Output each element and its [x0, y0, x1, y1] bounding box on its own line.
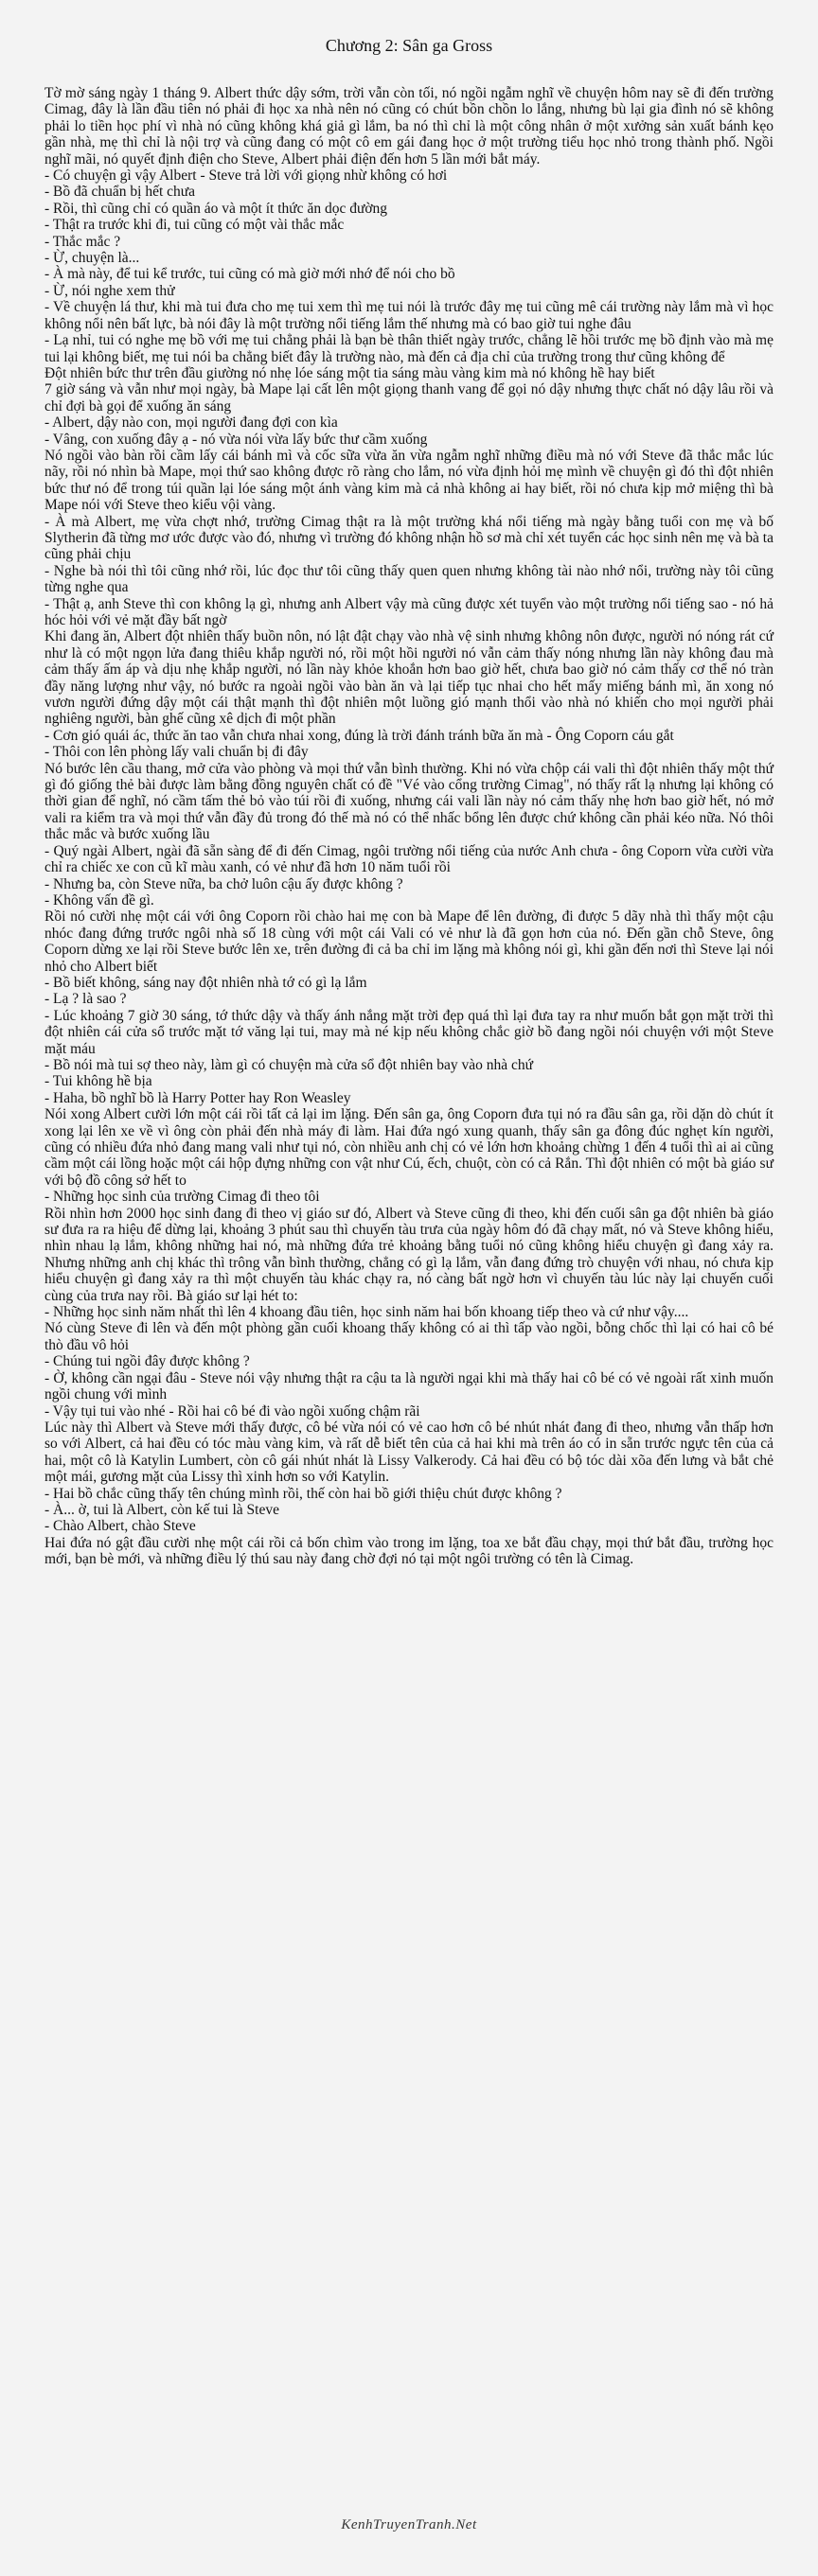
story-paragraph: Hai đứa nó gật đầu cười nhẹ một cái rồi cả bốn chìm vào trong im lặng, toa xe bắt đầu chạy, mọi thứ bắt đầu, trường học mới, bạn bè mới, và những điều lý thú sau này đang chờ đợi nó tại một ngôi trường có tên là Cimag. [44, 1534, 774, 1568]
story-paragraph: Nói xong Albert cười lớn một cái rồi tất cả lại im lặng. Đến sân ga, ông Coporn đưa tụi nó ra đầu sân ga, rồi dặn dò chút ít xong lại lên xe về vì ông còn phải đến nhà máy đi làm. Hai đứa ngó xung quanh, thấy sân ga đông đúc nghẹt kín người, cũng có nhiều đứa nhỏ đang mang vali như tụi nó, còn nhiều anh chị có vẻ lớn hơn khoảng chừng 1 đến 4 tuổi thì ai ai cũng cầm một cái lồng hoặc một cái hộp đựng những con vật như Cú, ếch, chuột, còn có cả Rắn. Thì đột nhiên có một bà giáo sư với bộ đồ công sở hết to [44, 1106, 774, 1189]
dialogue-line: - Vậy tụi tui vào nhé - Rồi hai cô bé đi vào ngồi xuống chậm rãi [44, 1403, 420, 1420]
dialogue-line: - À... ờ, tui là Albert, còn kế tui là Steve [44, 1501, 279, 1518]
dialogue-line: - Vâng, con xuống đây ạ - nó vừa nói vừa lấy bức thư cầm xuống [44, 431, 428, 448]
story-paragraph: Rồi nhìn hơn 2000 học sinh đang đi theo vị giáo sư đó, Albert và Steve cũng đi theo, khi đến cuối sân ga đột nhiên bà giáo sư đưa ra ra hiệu để dừng lại, khoảng 3 phút sau thì chuyến tàu trưa của ngày hôm đó đã chạy mất, nó và Steve không hiểu, nhìn nhau lạ lắm, không những hai nó, mà những đứa trẻ khoảng bằng tuổi nó cũng không hiểu chuyện gì đang xảy ra. Nhưng những anh chị khác thì trông vẫn bình thường, chẳng có gì lạ lắm, vẫn đang đứng trò chuyện với nhau, nó chưa kịp hiểu chuyện gì đang xảy ra thì một chuyến tàu khác chạy ra, nó càng bất ngờ hơn vì chuyến tàu lúc này lại chuyến cuối cùng của trưa nay rồi. Bà giáo sư lại hét to: [44, 1205, 774, 1304]
dialogue-line: - Quý ngài Albert, ngài đã sẵn sàng để đi đến Cimag, ngôi trường nổi tiếng của nước Anh chưa - ông Coporn vừa cười vừa chỉ ra chiếc xe con cũ kĩ màu xanh, có vẻ như đã hơn 10 năm tuổi rồi [44, 842, 774, 876]
story-paragraph: Nó ngồi vào bàn rồi cầm lấy cái bánh mì và cốc sữa vừa ăn vừa ngẫm nghĩ những điều mà nó với Steve đã thắc mắc lúc nãy, rồi nó nhìn bà Mape, mọi thứ sao không được rõ ràng cho lắm, nó vừa định hỏi mẹ mình về chuyện gì đó thì đột nhiên bức thư nó để trong túi quần lại lóe sáng một ánh vàng kim mà cả nhà không ai hay biết, rồi nó chưa kịp mở miệng thì bà Mape nói với Steve theo kiểu vội vàng. [44, 447, 774, 514]
story-body [44, 85, 774, 1568]
chapter-title: Chương 2: Sân ga Gross [325, 36, 493, 55]
dialogue-line: - Thật ạ, anh Steve thì con không lạ gì, nhưng anh Albert vậy mà cũng được xét tuyển vào một trường nổi tiếng sao - nó hả hóc hỏi với vẻ mặt đầy bất ngờ [44, 595, 774, 628]
dialogue-line: - Albert, dậy nào con, mọi người đang đợi con kìa [44, 415, 338, 432]
dialogue-line: - Hai bồ chắc cũng thấy tên chúng mình rồi, thế còn hai bồ giới thiệu chút được không ? [44, 1485, 562, 1502]
dialogue-line: - Thôi con lên phòng lấy vali chuẩn bị đi đây [44, 744, 309, 761]
dialogue-line: - Chúng tui ngồi đây được không ? [44, 1353, 250, 1370]
dialogue-line: - Có chuyện gì vậy Albert - Steve trả lời với giọng nhừ không có hơi [44, 168, 448, 185]
dialogue-line: - Bồ đã chuẩn bị hết chưa [44, 184, 196, 201]
watermark-signature: KenhTruyenTranh.Net [341, 2517, 477, 2532]
dialogue-line: - Thắc mắc ? [44, 233, 121, 250]
dialogue-line: - Nghe bà nói thì tôi cũng nhớ rồi, lúc đọc thư tôi cũng thấy quen quen nhưng không tài nào nhớ nổi, trường này tôi cũng từng nghe qua [44, 562, 774, 596]
dialogue-line: - Những học sinh năm nhất thì lên 4 khoang đầu tiên, học sinh năm hai bốn khoang tiếp theo và cứ như vậy.... [44, 1304, 689, 1321]
dialogue-line: - Rồi, thì cũng chỉ có quần áo và một ít thức ăn dọc đường [44, 200, 388, 217]
story-paragraph: Nó bước lên cầu thang, mở cửa vào phòng và mọi thứ vẫn bình thường. Khi nó vừa chộp cái vali thì đột nhiên thấy một thứ gì đó giống thẻ bài được làm bằng đồng nguyên chất có đề "Vé vào cổng trường Cimag", nó thấy rất lạ nhưng lại không có thời gian để nghĩ, nó cầm tấm thẻ bỏ vào túi rồi đi xuống, nhưng cái vali lần này nó cảm thấy nhẹ hơn bao giờ hết, nó mở vali ra kiểm tra và mọi thứ vẫn đầy đủ trong đó thế mà nó có thể nhấc bổng lên được chứ không cần phải kéo nữa. Nó thôi thắc mắc và bước xuống lầu [44, 760, 774, 843]
dialogue-line: - Lúc khoảng 7 giờ 30 sáng, tớ thức dậy và thấy ánh nắng mặt trời đẹp quá thì lại đưa tay ra như muốn bắt gọn mặt trời thì đột nhiên cái cửa sổ trước mặt tớ văng lại tui, may mà né kịp nếu không chắc giờ bồ đang ngồi nói chuyện với một Steve mặt máu [44, 1007, 774, 1057]
dialogue-line: - Nhưng ba, còn Steve nữa, ba chở luôn cậu ấy được không ? [44, 875, 403, 892]
story-paragraph: Đột nhiên bức thư trên đầu giường nó nhẹ lóe sáng một tia sáng màu vàng kim mà nó không hề hay biết [44, 364, 655, 381]
dialogue-line: - Cơn gió quái ác, thức ăn tao vẫn chưa nhai xong, đúng là trời đánh tránh bữa ăn mà - Ông Coporn cáu gắt [44, 727, 674, 744]
dialogue-line: - Về chuyện lá thư, khi mà tui đưa cho mẹ tui xem thì mẹ tui nói là trước đây mẹ tui cũng mê cái trường này lắm mà vì học không nổi nên bất lực, bà nói đây là một trường nổi tiếng lắm thế nhưng mà có bao giờ tui nghe đâu [44, 299, 774, 332]
story-paragraph: Tờ mờ sáng ngày 1 tháng 9. Albert thức dậy sớm, trời vẫn còn tối, nó ngồi ngẫm nghĩ về chuyện hôm nay sẽ đi đến trường Cimag, đây là lần đầu tiên nó phải đi học xa nhà nên nó cũng có chút bồn chồn lo lắng, nhưng bù lại gia đình nó sẽ không phải lo tiền học phí vì nhà nó cũng không khá giả gì lắm, ba nó thì chỉ là một công nhân ở một xưởng sản xuất bánh kẹo gần nhà, mẹ thì chỉ là nội trợ và cũng đang có một cô em gái đang học ở một trường tiểu học nhỏ trong thành phố. Ngồi nghĩ mãi, nó quyết định điện cho Steve, Albert phải điện đến hơn 5 lần mới bắt máy. [44, 85, 774, 168]
dialogue-line: - Ờ, không cần ngại đâu - Steve nói vậy nhưng thật ra cậu ta là người ngại khi mà thấy hai cô bé có vẻ ngoài rất xinh muốn ngồi chung với mình [44, 1369, 774, 1403]
dialogue-line: - Haha, bồ nghĩ bồ là Harry Potter hay Ron Weasley [44, 1089, 351, 1106]
dialogue-line: - À mà này, để tui kể trước, tui cũng có mà giờ mới nhớ để nói cho bồ [44, 266, 455, 283]
story-paragraph: 7 giờ sáng và vẫn như mọi ngày, bà Mape lại cất lên một giọng thanh vang để gọi nó dậy nhưng thực chất nó dậy lâu rồi và chỉ đợi bà gọi để xuống ăn sáng [44, 381, 774, 415]
dialogue-line: - À mà Albert, mẹ vừa chợt nhớ, trường Cimag thật ra là một trường khá nổi tiếng mà ngày bằng tuổi con mẹ và bố Slytherin đã từng mơ ước được vào đó, nhưng vì trường đó không nhận hồ sơ mà chỉ xét tuyển các học sinh nên mẹ và bà ta cũng phải chịu [44, 513, 774, 563]
dialogue-line: - Ừ, nói nghe xem thử [44, 282, 175, 299]
dialogue-line: - Lạ nhỉ, tui có nghe mẹ bồ với mẹ tui chẳng phải là bạn bè thân thiết ngày trước, chẳng lẽ hồi trước mẹ bồ định vào mà mẹ tui lại không biết, mẹ tui nói ba chẳng biết đây là trường nào, mà đến cả địa chỉ của trường trong thư cũng không để [44, 332, 774, 365]
dialogue-line: - Tui không hề bịa [44, 1073, 152, 1090]
dialogue-line: - Bồ nói mà tui sợ theo này, làm gì có chuyện mà cửa sổ đột nhiên bay vào nhà chứ [44, 1056, 533, 1073]
story-paragraph: Khi đang ăn, Albert đột nhiên thấy buồn nôn, nó lật đật chạy vào nhà vệ sinh nhưng không nôn được, người nó nóng rát cứ như là có một ngọn lửa đang thiêu khắp người nó, rồi một hồi người nó vẫn cảm thấy nóng nhưng lần này không đau mà cảm thấy ấm áp và dịu nhẹ khắp người, nó lần này khỏe khoắn hơn bao giờ hết, chưa bao giờ nó cảm thấy cơ thể nó tràn đầy năng lượng như vậy, nó bước ra ngoài ngồi vào bàn ăn và lại tiếp tục nhai cho hết mấy miếng bánh mì, ăn xong nó vươn người đứng dậy một cái thật mạnh thì đột nhiên một luồng gió mạnh thổi vào nhà nó khiến cho mọi người phải nghiêng người, bàn ghế cũng xê dịch đi một phần [44, 628, 774, 728]
dialogue-line: - Không vấn đề gì. [44, 891, 154, 909]
dialogue-line: - Những học sinh của trường Cimag đi theo tôi [44, 1189, 320, 1206]
dialogue-line: - Thật ra trước khi đi, tui cũng có một vài thắc mắc [44, 217, 345, 234]
dialogue-line: - Chào Albert, chào Steve [44, 1518, 196, 1535]
dialogue-line: - Ừ, chuyện là... [44, 250, 140, 267]
story-paragraph: Lúc này thì Albert và Steve mới thấy được, cô bé vừa nói có vẻ cao hơn cô bé nhút nhát đang đi theo, nhưng vẫn thấp hơn so với Albert, cả hai đều có tóc màu vàng kim, và rất dễ biết tên của cả hai khi mà trên áo có in sẵn trước ngực tên của cả hai, một cô là Katylin Lumbert, còn cô gái nhút nhát là Lissy Valkerody. Cả hai đều có bộ tóc dài xõa đến lưng và bắt chẻ một mái, gương mặt của Lissy thì xinh hơn so với Katylin. [44, 1419, 774, 1486]
dialogue-line: - Bồ biết không, sáng nay đột nhiên nhà tớ có gì lạ lắm [44, 974, 367, 991]
story-paragraph: Nó cùng Steve đi lên và đến một phòng gần cuối khoang thấy không có ai thì tấp vào ngồi, bỗng chốc thì lại có hai cô bé thò đầu vô hỏi [44, 1320, 774, 1353]
dialogue-line: - Lạ ? là sao ? [44, 991, 127, 1008]
story-paragraph: Rồi nó cười nhẹ một cái với ông Coporn rồi chào hai mẹ con bà Mape để lên đường, đi được 5 dãy nhà thì thấy một cậu nhóc đang đứng trước ngôi nhà số 18 cùng với một cái Vali có vẻ như là đã gọn hơn của nó. Đến gần chỗ Steve, ông Coporn dừng xe lại rồi Steve bước lên xe, trên đường đi cả ba chỉ im lặng mà không nói gì, khi gần đến nơi thì Steve lại nói nhỏ cho Albert biết [44, 909, 774, 975]
